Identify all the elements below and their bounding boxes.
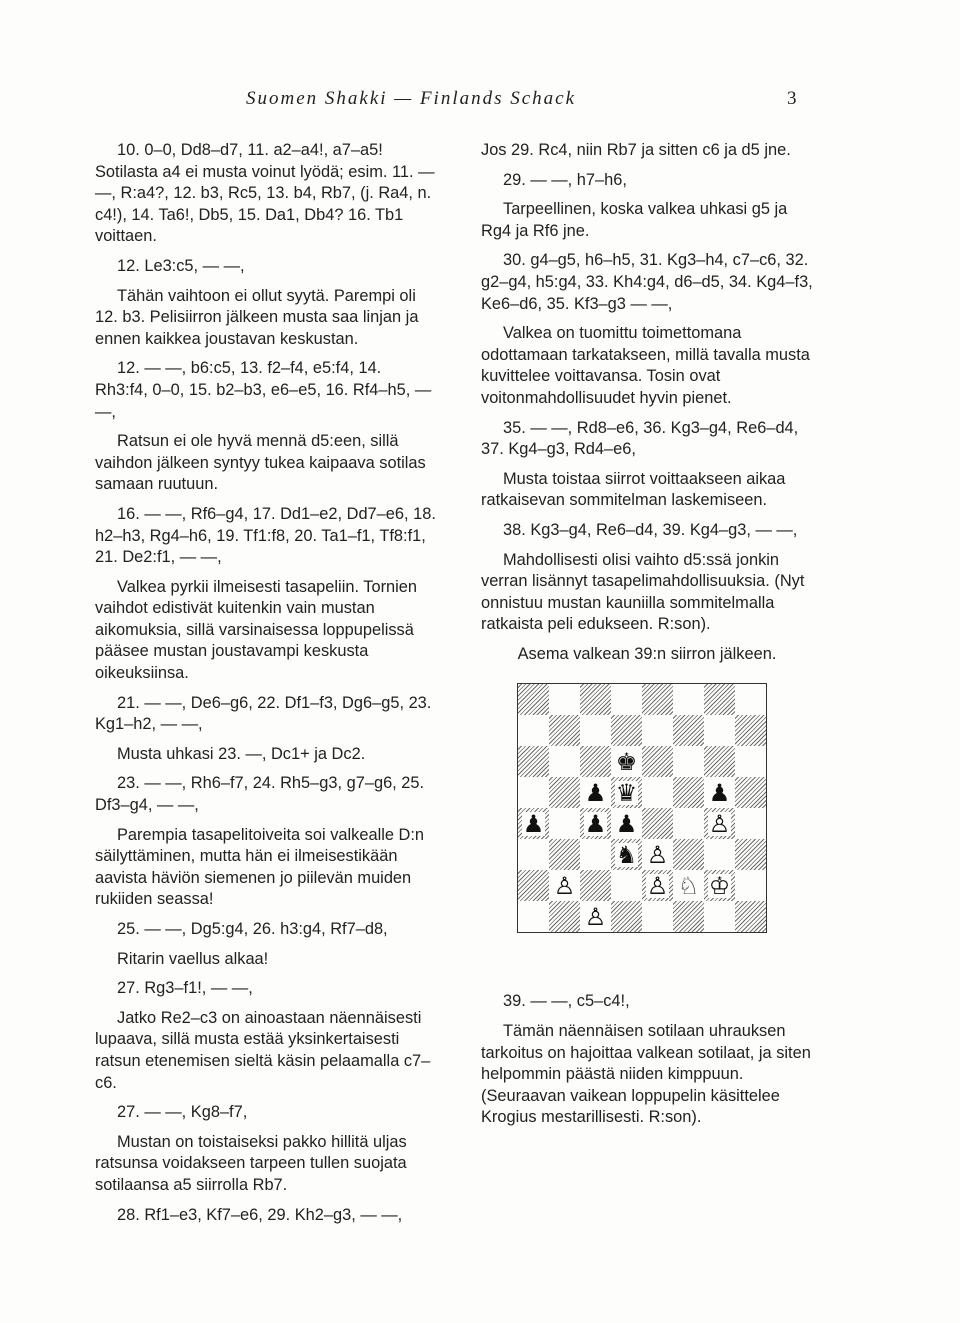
chess-piece: ♘ bbox=[677, 871, 700, 900]
chess-piece: ♟ bbox=[615, 809, 638, 838]
board-square-b4 bbox=[549, 808, 580, 839]
commentary-paragraph: Ritarin vaellus alkaa! bbox=[117, 949, 269, 968]
board-square-a4 bbox=[518, 808, 549, 839]
board-square-g6 bbox=[704, 746, 735, 777]
board-square-e8 bbox=[642, 684, 673, 715]
board-square-f4 bbox=[673, 808, 704, 839]
board-square-f5 bbox=[673, 777, 704, 808]
board-square-d8 bbox=[611, 684, 642, 715]
board-square-g5 bbox=[704, 777, 735, 808]
board-square-h5 bbox=[735, 777, 766, 808]
board-square-c2 bbox=[580, 870, 611, 901]
left-column bbox=[95, 140, 437, 1234]
chess-piece: ♟ bbox=[584, 778, 607, 807]
move-line: 21. — —, De6–g6, 22. Df1–f3, Dg6–g5, 23. Kg1–h2, — —, bbox=[95, 693, 432, 734]
chess-piece: ♟ bbox=[522, 809, 545, 838]
move-line: 23. — —, Rh6–f7, 24. Rh5–g3, g7–g6, 25. Df3–g4, — —, bbox=[95, 774, 425, 815]
move-line: 39. — —, c5–c4!, bbox=[503, 992, 630, 1011]
board-square-f1 bbox=[673, 901, 704, 932]
board-square-f3 bbox=[673, 839, 704, 870]
commentary-paragraph: Tämän näennäisen sotilaan uhrauksen tarkoitus on hajoittaa valkean sotilaat, ja siten helpommin päästä niiden kimppuun. (Seuraavan vaikean loppupelin käsittelee Krogius mestarillisesti. R:son). bbox=[481, 1022, 811, 1127]
commentary-paragraph: Musta uhkasi 23. —, Dc1+ ja Dc2. bbox=[117, 744, 366, 763]
board-square-h7 bbox=[735, 715, 766, 746]
board-square-d6 bbox=[611, 746, 642, 777]
board-square-e4 bbox=[642, 808, 673, 839]
chess-board bbox=[517, 683, 767, 933]
board-square-a6 bbox=[518, 746, 549, 777]
move-line: 25. — —, Dg5:g4, 26. h3:g4, Rf7–d8, bbox=[117, 920, 388, 938]
board-square-c4 bbox=[580, 808, 611, 839]
chess-piece: ♞ bbox=[615, 840, 638, 869]
right-column-bottom bbox=[481, 991, 813, 1129]
board-square-d2 bbox=[611, 870, 642, 901]
board-square-a7 bbox=[518, 715, 549, 746]
board-square-b2 bbox=[549, 870, 580, 901]
move-line: 10. 0–0, Dd8–d7, 11. a2–a4!, a7–a5! Sotilasta a4 ei musta voinut lyödä; esim. 11. — —, R:a4?, 12. b3, Rc5, 13. b4, Rb7, (j. Ra4, n. c4!), 14. Ta6!, Db5, 15. Da1, Db4? 16. Tb1 voittaen. bbox=[95, 141, 435, 246]
move-line: 27. — —, Kg8–f7, bbox=[117, 1103, 248, 1122]
board-square-d1 bbox=[611, 901, 642, 932]
move-line: 35. — —, Rd8–e6, 36. Kg3–g4, Re6–d4, 37. Kg4–g3, Rd4–e6, bbox=[481, 418, 799, 459]
board-square-h6 bbox=[735, 746, 766, 777]
commentary-paragraph: Jos 29. Rc4, niin Rb7 ja sitten c6 ja d5 jne. bbox=[481, 141, 791, 159]
commentary-paragraph: Jatko Re2–c3 on ainoastaan näennäisesti lupaava, sillä musta estää yksinkertaisesti ratsun etenemisen sieltä käsin pelaamalla c7–c6. bbox=[95, 1008, 431, 1092]
board-square-g1 bbox=[704, 901, 735, 932]
chess-piece: ♙ bbox=[646, 840, 669, 869]
board-square-b8 bbox=[549, 684, 580, 715]
board-square-e1 bbox=[642, 901, 673, 932]
board-square-a3 bbox=[518, 839, 549, 870]
board-square-d4 bbox=[611, 808, 642, 839]
right-column-top bbox=[481, 140, 813, 636]
board-square-f7 bbox=[673, 715, 704, 746]
board-square-f2 bbox=[673, 870, 704, 901]
move-line: 30. g4–g5, h6–h5, 31. Kg3–h4, c7–c6, 32. g2–g4, h5:g4, 33. Kh4:g4, d6–d5, 34. Kg4–f3, Ke6–d6, 35. Kf3–g3 — —, bbox=[481, 251, 813, 313]
commentary-paragraph: Musta toistaa siirrot voittaakseen aikaa ratkaisevan sommitelman laskemiseen. bbox=[481, 469, 786, 510]
move-line: 38. Kg3–g4, Re6–d4, 39. Kg4–g3, — —, bbox=[503, 520, 798, 539]
move-line: 16. — —, Rf6–g4, 17. Dd1–e2, Dd7–e6, 18. h2–h3, Rg4–h6, 19. Tf1:f8, 20. Ta1–f1, Tf8:f1, 21. De2:f1, — —, bbox=[95, 504, 436, 567]
board-square-b5 bbox=[549, 777, 580, 808]
chess-piece: ♙ bbox=[708, 809, 731, 838]
chess-piece: ♚ bbox=[615, 747, 638, 776]
board-square-h8 bbox=[735, 684, 766, 715]
board-square-e7 bbox=[642, 715, 673, 746]
chess-diagram bbox=[517, 683, 767, 933]
commentary-paragraph: Mahdollisesti olisi vaihto d5:ssä jonkin verran lisännyt tasapelimahdollisuuksia. (Nyt onnistuu mustan kauniilla sommitelmalla ratkaista peli edukseen. R:son). bbox=[481, 550, 805, 634]
chess-piece: ♟ bbox=[708, 778, 731, 807]
commentary-paragraph: Parempia tasapelitoiveita soi valkealle D:n säilyttäminen, mutta hän ei ilmeisestikään aavista häviön siemenen jo piilevän muiden rukiiden seassa! bbox=[95, 825, 425, 909]
diagram-caption: Asema valkean 39:n siirron jälkeen. bbox=[517, 644, 777, 663]
move-line: 29. — —, h7–h6, bbox=[503, 170, 627, 189]
board-square-b3 bbox=[549, 839, 580, 870]
board-square-b6 bbox=[549, 746, 580, 777]
board-square-g7 bbox=[704, 715, 735, 746]
board-square-b1 bbox=[549, 901, 580, 932]
journal-title: Suomen Shakki — Finlands Schack bbox=[246, 88, 577, 109]
board-square-g4 bbox=[704, 808, 735, 839]
board-square-h4 bbox=[735, 808, 766, 839]
commentary-paragraph: Tähän vaihtoon ei ollut syytä. Parempi oli 12. b3. Pelisiirron jälkeen musta saa linjan ja ennen kaikkea joustavan keskustan. bbox=[95, 286, 419, 348]
board-square-c6 bbox=[580, 746, 611, 777]
commentary-paragraph: Valkea pyrkii ilmeisesti tasapeliin. Tornien vaihdot edistivät kuitenkin vain mustan aikomuksia, sillä varsinaisessa loppupelissä pääsee mustan joustavampi keskusta oikeuksiinsa. bbox=[95, 577, 418, 683]
move-line: 28. Rf1–e3, Kf7–e6, 29. Kh2–g3, — —, bbox=[117, 1205, 403, 1224]
running-header bbox=[0, 88, 960, 112]
board-square-g3 bbox=[704, 839, 735, 870]
board-square-e6 bbox=[642, 746, 673, 777]
move-line: 12. — —, b6:c5, 13. f2–f4, e5:f4, 14. Rh3:f4, 0–0, 15. b2–b3, e6–e5, 16. Rf4–h5, — —, bbox=[95, 359, 432, 421]
commentary-paragraph: Mustan on toistaiseksi pakko hillitä uljas ratsunsa voidakseen tarpeen tullen suojata sotilaansa a5 siirrolla Rb7. bbox=[95, 1132, 407, 1194]
right-column bbox=[481, 140, 813, 1137]
board-square-c1 bbox=[580, 901, 611, 932]
board-square-g2 bbox=[704, 870, 735, 901]
commentary-paragraph: Tarpeellinen, koska valkea uhkasi g5 ja Rg4 ja Rf6 jne. bbox=[481, 200, 788, 240]
commentary-paragraph: Ratsun ei ole hyvä mennä d5:een, sillä vaihdon jälkeen syntyy tukea kaipaava sotilas samaan ruutuun. bbox=[95, 432, 426, 494]
board-square-a8 bbox=[518, 684, 549, 715]
board-square-d3 bbox=[611, 839, 642, 870]
board-square-a2 bbox=[518, 870, 549, 901]
board-square-e2 bbox=[642, 870, 673, 901]
chess-piece: ♛ bbox=[615, 778, 638, 807]
page-number: 3 bbox=[787, 88, 799, 109]
chess-piece: ♙ bbox=[646, 871, 669, 900]
board-square-c3 bbox=[580, 839, 611, 870]
chess-piece: ♙ bbox=[584, 902, 607, 931]
board-square-c5 bbox=[580, 777, 611, 808]
board-square-a1 bbox=[518, 901, 549, 932]
board-square-d7 bbox=[611, 715, 642, 746]
board-square-h2 bbox=[735, 870, 766, 901]
chess-piece: ♙ bbox=[553, 871, 576, 900]
commentary-paragraph: Valkea on tuomittu toimettomana odottamaan tarkatakseen, millä tavalla musta kuvittelee voittavansa. Tosin ovat voitonmahdollisuudet hyvin pienet. bbox=[481, 324, 810, 407]
board-square-b7 bbox=[549, 715, 580, 746]
move-line: 27. Rg3–f1!, — —, bbox=[117, 979, 253, 998]
board-square-g8 bbox=[704, 684, 735, 715]
board-square-h1 bbox=[735, 901, 766, 932]
board-square-d5 bbox=[611, 777, 642, 808]
chess-piece: ♟ bbox=[584, 809, 607, 838]
board-square-f8 bbox=[673, 684, 704, 715]
board-square-e3 bbox=[642, 839, 673, 870]
chess-piece: ♔ bbox=[708, 871, 731, 900]
board-square-a5 bbox=[518, 777, 549, 808]
board-square-f6 bbox=[673, 746, 704, 777]
board-square-h3 bbox=[735, 839, 766, 870]
board-square-c7 bbox=[580, 715, 611, 746]
board-square-c8 bbox=[580, 684, 611, 715]
board-square-e5 bbox=[642, 777, 673, 808]
move-line: 12. Le3:c5, — —, bbox=[117, 256, 245, 275]
